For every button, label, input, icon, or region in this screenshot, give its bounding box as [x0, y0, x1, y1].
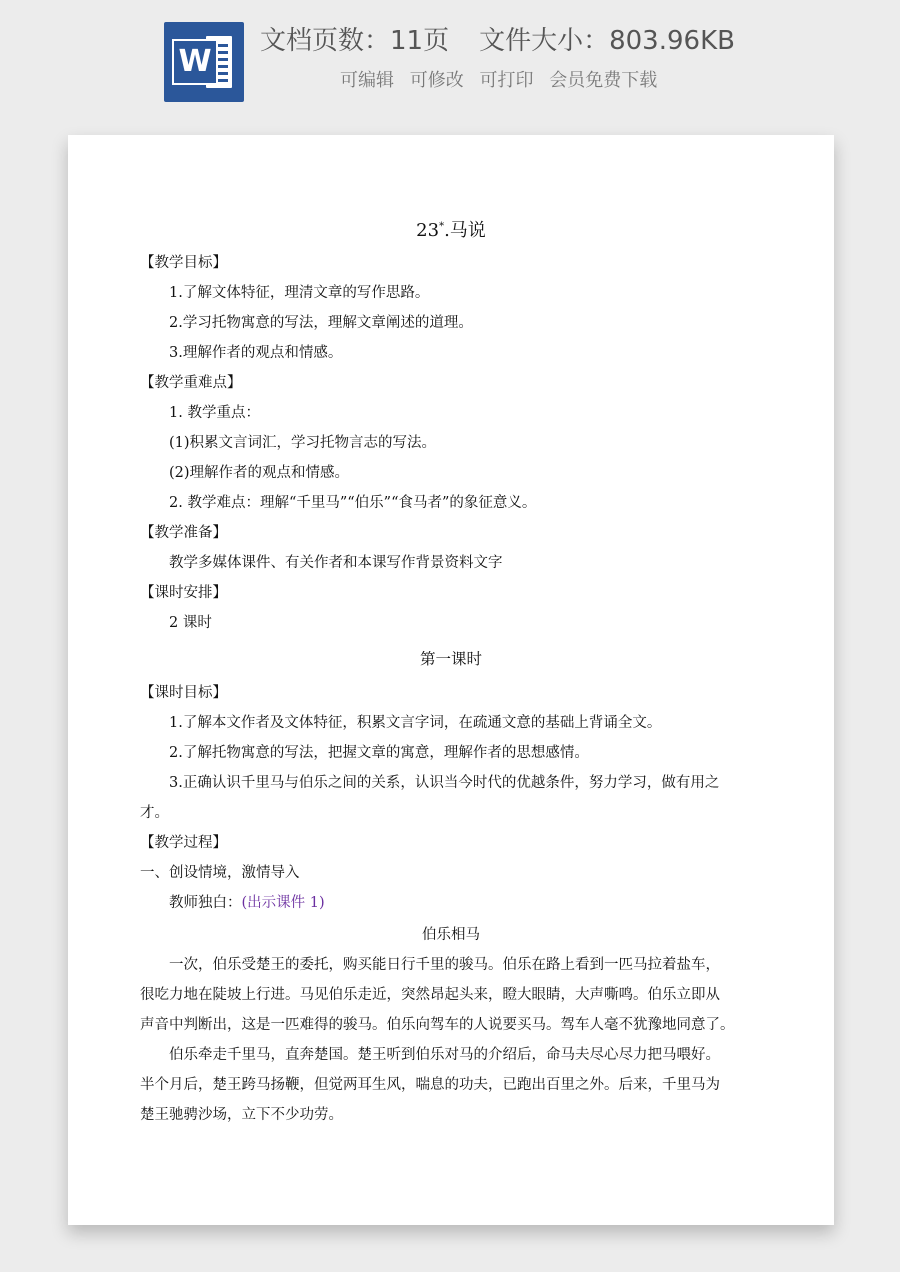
file-info	[260, 20, 735, 57]
courseware-note: (出示课件 1)	[241, 895, 325, 911]
objective-3: 3.理解作者的观点和情感。	[169, 345, 343, 361]
title-number: 23	[416, 220, 440, 241]
word-document-icon	[164, 22, 244, 102]
page-count: 文档页数：11页	[260, 26, 450, 56]
lesson-objective-1: 1.了解本文作者及文体特征，积累文言字词，在疏通文意的基础上背诵全文。	[169, 715, 662, 731]
document-page	[68, 135, 834, 1225]
section-heading-preparation: 【教学准备】	[140, 525, 227, 541]
word-letter: W	[172, 39, 218, 85]
section-heading-objectives: 【教学目标】	[140, 255, 227, 271]
lesson-objective-3-cont: 才。	[140, 805, 169, 821]
section-heading-process: 【教学过程】	[140, 835, 227, 851]
feature-list	[340, 66, 667, 92]
schedule-text: 2 课时	[169, 615, 212, 631]
lesson-objective-3: 3.正确认识千里马与伯乐之间的关系，认识当今时代的优越条件，努力学习，做有用之	[169, 775, 720, 791]
lesson-objective-2: 2.了解托物寓意的写法，把握文章的寓意，理解作者的思想感情。	[169, 745, 589, 761]
story-paragraph-2-line-1: 伯乐牵走千里马，直奔楚国。楚王听到伯乐对马的介绍后，命马夫尽心尽力把马喂好。	[169, 1047, 720, 1063]
key-points-heading: 1. 教学重点：	[169, 405, 260, 421]
title-text: .马说	[444, 220, 486, 241]
difficult-point: 2. 教学难点：理解“千里马”“伯乐”“食马者”的象征意义。	[169, 495, 537, 511]
objective-2: 2.学习托物寓意的写法，理解文章阐述的道理。	[169, 315, 473, 331]
story-paragraph-1-line-1: 一次，伯乐受楚王的委托，购买能日行千里的骏马。伯乐在路上看到一匹马拉着盐车，	[169, 957, 720, 973]
story-paragraph-1-line-3: 声音中判断出，这是一匹难得的骏马。伯乐向驾车的人说要买马。驾车人毫不犹豫地同意了。	[140, 1017, 735, 1033]
lesson-title: 第一课时	[419, 650, 482, 668]
key-point-a: (1)积累文言词汇，学习托物言志的写法。	[169, 435, 437, 451]
feature-editable: 可编辑	[340, 70, 394, 91]
document-title	[68, 217, 834, 241]
preparation-text: 教学多媒体课件、有关作者和本课写作背景资料文字	[169, 555, 503, 571]
download-banner	[0, 0, 900, 120]
objective-1: 1.了解文体特征，理清文章的写作思路。	[169, 285, 430, 301]
title-star: *	[439, 221, 445, 232]
section-heading-lesson-objectives: 【课时目标】	[140, 685, 227, 701]
story-paragraph-2-line-2: 半个月后，楚王跨马扬鞭，但觉两耳生风，喘息的功夫，已跑出百里之外。后来，千里马为	[140, 1077, 720, 1093]
feature-member-download: 会员免费下载	[549, 70, 658, 91]
section-heading-schedule: 【课时安排】	[140, 585, 227, 601]
key-point-b: (2)理解作者的观点和情感。	[169, 465, 350, 481]
story-paragraph-2-line-3: 楚王驰骋沙场，立下不少功劳。	[140, 1107, 343, 1123]
story-title: 伯乐相马	[422, 927, 480, 943]
section-heading-key-points: 【教学重难点】	[140, 375, 242, 391]
story-paragraph-1-line-2: 很吃力地在陡坡上行进。马见伯乐走近，突然昂起头来，瞪大眼睛，大声嘶鸣。伯乐立即从	[140, 987, 720, 1003]
process-step-1: 一、创设情境，激情导入	[140, 865, 300, 881]
feature-printable: 可打印	[479, 70, 534, 91]
teacher-monologue	[169, 893, 325, 913]
teacher-label: 教师独白：	[169, 895, 242, 911]
file-size: 文件大小：803.96KB	[479, 26, 735, 56]
feature-modifiable: 可修改	[409, 70, 464, 91]
